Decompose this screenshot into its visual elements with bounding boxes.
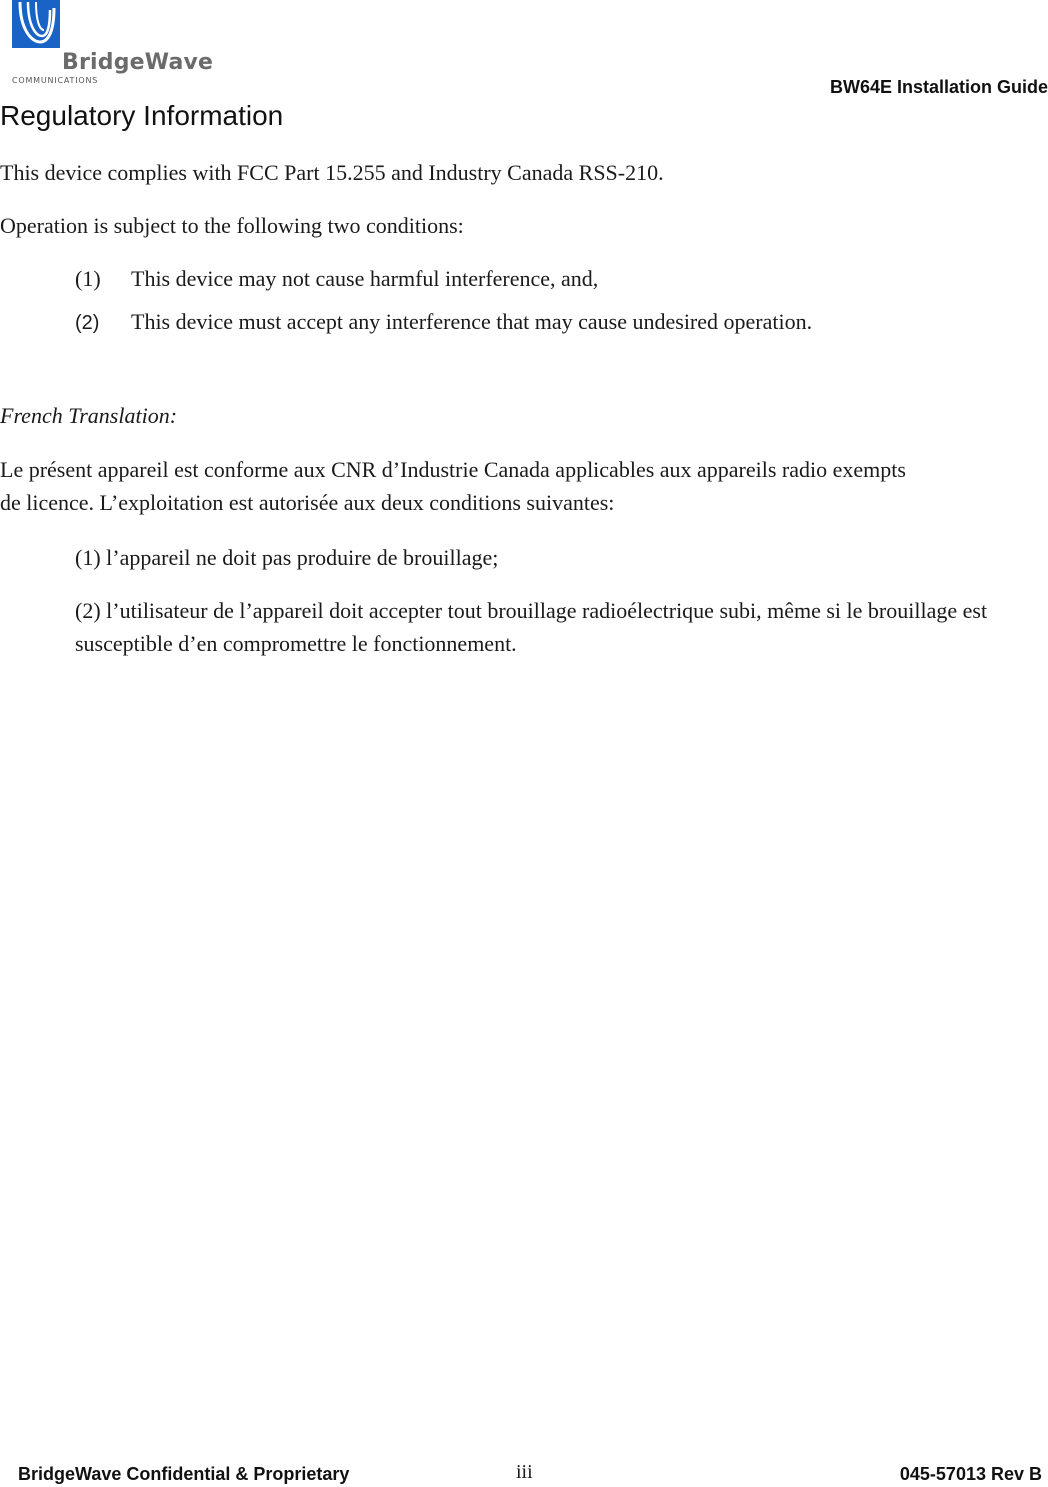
french-condition-item: (1) l’appareil ne doit pas produire de brouillage; (75, 545, 499, 570)
bridgewave-logo-icon (10, 0, 62, 50)
conditions-intro: Operation is subject to the following two conditions: (0, 213, 464, 238)
document-title: BW64E Installation Guide (829, 77, 1048, 97)
company-logo (10, 0, 214, 90)
document-revision: 045-57013 Rev B (899, 1464, 1042, 1484)
logo-brand-text: BridgeWave (62, 50, 214, 75)
condition-number: (1) (75, 266, 101, 291)
compliance-statement: This device complies with FCC Part 15.255 and Industry Canada RSS-210. (0, 160, 664, 185)
section-title: Regulatory Information (0, 100, 284, 131)
condition-number: (2) (75, 312, 100, 334)
french-heading: French Translation: (0, 403, 178, 428)
condition-text: This device may not cause harmful interference, and, (131, 266, 599, 291)
footer-confidential: BridgeWave Confidential & Proprietary (18, 1464, 350, 1484)
condition-item (75, 266, 598, 292)
french-statement-line-1: Le présent appareil est conforme aux CNR d’Industrie Canada applicables aux appareils radio exempts (0, 457, 906, 482)
condition-text: This device must accept any interference that may cause undesired operation. (131, 309, 813, 334)
page-number: iii (516, 1461, 533, 1483)
logo-subtitle: COMMUNICATIONS (12, 76, 99, 85)
condition-item (75, 309, 812, 335)
french-condition-item: (2) l’utilisateur de l’appareil doit accepter tout brouillage radioélectrique subi, même si le brouillage est susceptible d’en compromettre le fonctionnement. (75, 598, 988, 656)
french-statement-line-2: de licence. L’exploitation est autorisée aux deux conditions suivantes: (0, 490, 615, 515)
